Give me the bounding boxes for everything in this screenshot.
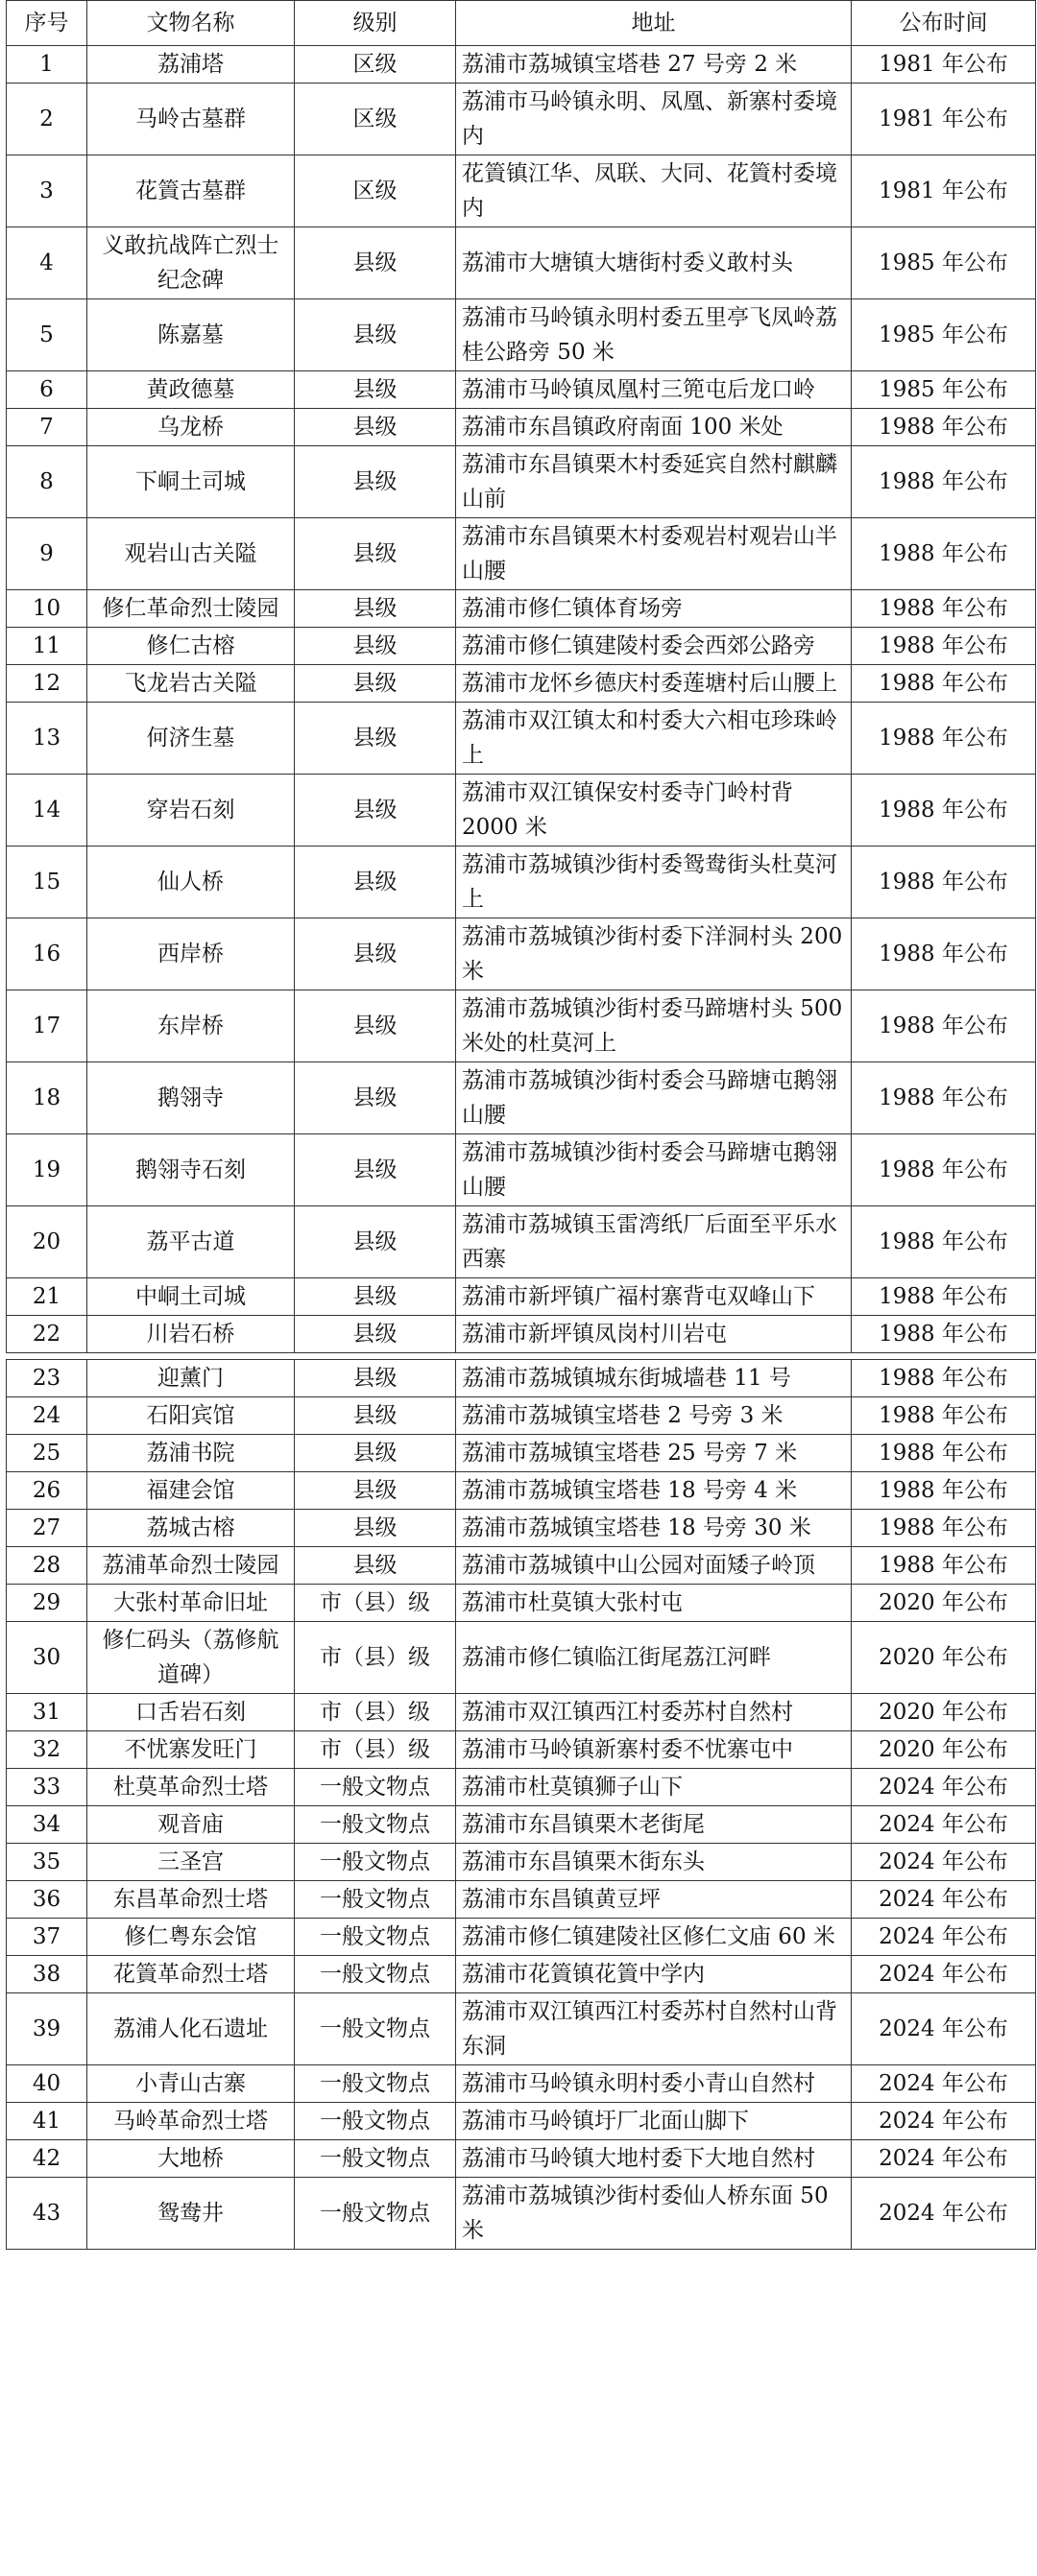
table-row [7, 1472, 1036, 1510]
row-index: 36 [7, 1881, 87, 1919]
row-index: 18 [7, 1062, 87, 1134]
protection-level: 区级 [295, 83, 456, 155]
protection-level: 一般文物点 [295, 1806, 456, 1844]
address: 荔浦市花篢镇花篢中学内 [456, 1956, 852, 1993]
address: 花篢镇江华、凤联、大同、花篢村委境内 [456, 155, 852, 227]
address: 荔浦市马岭镇永明、凤凰、新寨村委境内 [456, 83, 852, 155]
row-index: 30 [7, 1622, 87, 1694]
table-row [7, 628, 1036, 665]
table-row [7, 665, 1036, 703]
protection-level: 县级 [295, 1435, 456, 1472]
table-row [7, 1731, 1036, 1769]
table-row [7, 1622, 1036, 1694]
published-year: 1988 年公布 [852, 1360, 1036, 1397]
protection-level: 区级 [295, 155, 456, 227]
published-year: 1988 年公布 [852, 409, 1036, 446]
address: 荔浦市修仁镇临江街尾荔江河畔 [456, 1622, 852, 1694]
protection-level: 县级 [295, 1472, 456, 1510]
address: 荔浦市荔城镇宝塔巷 18 号旁 30 米 [456, 1510, 852, 1547]
heritage-name: 黄政德墓 [87, 371, 295, 409]
published-year: 2024 年公布 [852, 2065, 1036, 2103]
address: 荔浦市东昌镇栗木村委延宾自然村麒麟山前 [456, 446, 852, 518]
table-row [7, 227, 1036, 299]
protection-level: 县级 [295, 371, 456, 409]
row-index: 8 [7, 446, 87, 518]
table-row [7, 1919, 1036, 1956]
heritage-name: 迎薰门 [87, 1360, 295, 1397]
heritage-name: 鹅翎寺石刻 [87, 1134, 295, 1206]
published-year: 1988 年公布 [852, 1278, 1036, 1316]
heritage-name: 义敢抗战阵亡烈士纪念碑 [87, 227, 295, 299]
row-index: 14 [7, 775, 87, 847]
row-index: 3 [7, 155, 87, 227]
address: 荔浦市荔城镇城东街城墙巷 11 号 [456, 1360, 852, 1397]
published-year: 2020 年公布 [852, 1731, 1036, 1769]
published-year: 1988 年公布 [852, 1472, 1036, 1510]
protection-level: 一般文物点 [295, 1881, 456, 1919]
address: 荔浦市修仁镇体育场旁 [456, 590, 852, 628]
table-row [7, 703, 1036, 775]
protection-level: 县级 [295, 299, 456, 371]
row-index: 17 [7, 990, 87, 1062]
table-row [7, 1694, 1036, 1731]
row-index: 42 [7, 2140, 87, 2178]
protection-level: 县级 [295, 446, 456, 518]
row-index: 35 [7, 1844, 87, 1881]
address: 荔浦市东昌镇栗木街东头 [456, 1844, 852, 1881]
published-year: 2024 年公布 [852, 1769, 1036, 1806]
heritage-name: 荔平古道 [87, 1206, 295, 1278]
published-year: 1988 年公布 [852, 446, 1036, 518]
heritage-name: 大张村革命旧址 [87, 1585, 295, 1622]
heritage-name: 荔浦书院 [87, 1435, 295, 1472]
table-row [7, 1806, 1036, 1844]
heritage-name: 中峒土司城 [87, 1278, 295, 1316]
protection-level: 县级 [295, 703, 456, 775]
table-row [7, 1510, 1036, 1547]
published-year: 2024 年公布 [852, 2103, 1036, 2140]
row-index: 2 [7, 83, 87, 155]
table-row [7, 1769, 1036, 1806]
published-year: 1988 年公布 [852, 1062, 1036, 1134]
address: 荔浦市荔城镇沙街村委马蹄塘村头 500 米处的杜莫河上 [456, 990, 852, 1062]
row-index: 10 [7, 590, 87, 628]
address: 荔浦市龙怀乡德庆村委莲塘村后山腰上 [456, 665, 852, 703]
row-index: 6 [7, 371, 87, 409]
table-row [7, 1278, 1036, 1316]
protection-level: 市（县）级 [295, 1731, 456, 1769]
heritage-name: 小青山古寨 [87, 2065, 295, 2103]
row-index: 26 [7, 1472, 87, 1510]
address: 荔浦市马岭镇大地村委下大地自然村 [456, 2140, 852, 2178]
address: 荔浦市杜莫镇大张村屯 [456, 1585, 852, 1622]
published-year: 1985 年公布 [852, 371, 1036, 409]
heritage-name: 下峒土司城 [87, 446, 295, 518]
row-index: 24 [7, 1397, 87, 1435]
row-index: 32 [7, 1731, 87, 1769]
header-name: 文物名称 [87, 1, 295, 46]
protection-level: 市（县）级 [295, 1585, 456, 1622]
address: 荔浦市荔城镇玉雷湾纸厂后面至平乐水西寨 [456, 1206, 852, 1278]
row-index: 16 [7, 918, 87, 990]
published-year: 1981 年公布 [852, 46, 1036, 83]
protection-level: 县级 [295, 1062, 456, 1134]
protection-level: 县级 [295, 918, 456, 990]
published-year: 1988 年公布 [852, 847, 1036, 918]
heritage-name: 花篢古墓群 [87, 155, 295, 227]
address: 荔浦市荔城镇宝塔巷 18 号旁 4 米 [456, 1472, 852, 1510]
heritage-name: 口舌岩石刻 [87, 1694, 295, 1731]
published-year: 1988 年公布 [852, 1435, 1036, 1472]
table-row [7, 1547, 1036, 1585]
heritage-name: 马岭革命烈士塔 [87, 2103, 295, 2140]
address: 荔浦市马岭镇永明村委五里亭飞凤岭荔桂公路旁 50 米 [456, 299, 852, 371]
table-row [7, 1881, 1036, 1919]
table-row [7, 299, 1036, 371]
published-year: 1988 年公布 [852, 1316, 1036, 1353]
row-index: 31 [7, 1694, 87, 1731]
protection-level: 县级 [295, 590, 456, 628]
heritage-name: 观岩山古关隘 [87, 518, 295, 590]
protection-level: 县级 [295, 518, 456, 590]
table-row [7, 1397, 1036, 1435]
protection-level: 县级 [295, 1206, 456, 1278]
row-index: 41 [7, 2103, 87, 2140]
protection-level: 县级 [295, 775, 456, 847]
published-year: 1985 年公布 [852, 227, 1036, 299]
published-year: 1988 年公布 [852, 1397, 1036, 1435]
heritage-name: 修仁古榕 [87, 628, 295, 665]
published-year: 1988 年公布 [852, 665, 1036, 703]
published-year: 1988 年公布 [852, 518, 1036, 590]
protection-level: 县级 [295, 1397, 456, 1435]
table-body [7, 46, 1036, 2250]
row-index: 13 [7, 703, 87, 775]
heritage-name: 鸳鸯井 [87, 2178, 295, 2250]
address: 荔浦市双江镇西江村委苏村自然村山背东洞 [456, 1993, 852, 2065]
address: 荔浦市马岭镇新寨村委不忧寨屯中 [456, 1731, 852, 1769]
header-address: 地址 [456, 1, 852, 46]
heritage-name: 东昌革命烈士塔 [87, 1881, 295, 1919]
heritage-name: 荔浦人化石遗址 [87, 1993, 295, 2065]
row-index: 22 [7, 1316, 87, 1353]
heritage-name: 飞龙岩古关隘 [87, 665, 295, 703]
published-year: 1985 年公布 [852, 299, 1036, 371]
address: 荔浦市修仁镇建陵村委会西郊公路旁 [456, 628, 852, 665]
published-year: 2024 年公布 [852, 2178, 1036, 2250]
published-year: 2024 年公布 [852, 1919, 1036, 1956]
address: 荔浦市荔城镇宝塔巷 25 号旁 7 米 [456, 1435, 852, 1472]
published-year: 1988 年公布 [852, 1510, 1036, 1547]
published-year: 2024 年公布 [852, 1881, 1036, 1919]
protection-level: 一般文物点 [295, 1956, 456, 1993]
published-year: 2024 年公布 [852, 1806, 1036, 1844]
heritage-name: 修仁粤东会馆 [87, 1919, 295, 1956]
row-index: 1 [7, 46, 87, 83]
heritage-name: 何济生墓 [87, 703, 295, 775]
table-row [7, 990, 1036, 1062]
heritage-name: 马岭古墓群 [87, 83, 295, 155]
published-year: 2024 年公布 [852, 1956, 1036, 1993]
address: 荔浦市荔城镇沙街村委鸳鸯街头杜莫河上 [456, 847, 852, 918]
table-row [7, 2178, 1036, 2250]
heritage-name: 杜莫革命烈士塔 [87, 1769, 295, 1806]
table-row [7, 155, 1036, 227]
address: 荔浦市荔城镇沙街村委会马蹄塘屯鹅翎山腰 [456, 1062, 852, 1134]
published-year: 1988 年公布 [852, 1134, 1036, 1206]
heritage-name: 荔浦塔 [87, 46, 295, 83]
published-year: 1988 年公布 [852, 628, 1036, 665]
protection-level: 县级 [295, 1278, 456, 1316]
address: 荔浦市东昌镇黄豆坪 [456, 1881, 852, 1919]
protection-level: 一般文物点 [295, 2140, 456, 2178]
published-year: 2024 年公布 [852, 2140, 1036, 2178]
published-year: 1988 年公布 [852, 918, 1036, 990]
heritage-table [6, 0, 1036, 2250]
address: 荔浦市大塘镇大塘街村委义敢村头 [456, 227, 852, 299]
protection-level: 县级 [295, 409, 456, 446]
heritage-name: 东岸桥 [87, 990, 295, 1062]
published-year: 1988 年公布 [852, 1547, 1036, 1585]
address: 荔浦市东昌镇栗木老街尾 [456, 1806, 852, 1844]
table-row [7, 590, 1036, 628]
table-row [7, 371, 1036, 409]
row-index: 19 [7, 1134, 87, 1206]
heritage-name: 乌龙桥 [87, 409, 295, 446]
row-index: 12 [7, 665, 87, 703]
table-header-row [7, 1, 1036, 46]
table-row [7, 46, 1036, 83]
published-year: 1988 年公布 [852, 703, 1036, 775]
table-row [7, 83, 1036, 155]
page-break-cell [7, 1353, 1036, 1360]
protection-level: 一般文物点 [295, 1993, 456, 2065]
published-year: 2020 年公布 [852, 1622, 1036, 1694]
row-index: 20 [7, 1206, 87, 1278]
protection-level: 区级 [295, 46, 456, 83]
table-row [7, 1134, 1036, 1206]
row-index: 40 [7, 2065, 87, 2103]
row-index: 4 [7, 227, 87, 299]
row-index: 28 [7, 1547, 87, 1585]
address: 荔浦市荔城镇沙街村委会马蹄塘屯鹅翎山腰 [456, 1134, 852, 1206]
heritage-name: 不忧寨发旺门 [87, 1731, 295, 1769]
address: 荔浦市东昌镇栗木村委观岩村观岩山半山腰 [456, 518, 852, 590]
row-index: 33 [7, 1769, 87, 1806]
header-level: 级别 [295, 1, 456, 46]
protection-level: 县级 [295, 1547, 456, 1585]
row-index: 23 [7, 1360, 87, 1397]
address: 荔浦市马岭镇圩厂北面山脚下 [456, 2103, 852, 2140]
table-row [7, 2065, 1036, 2103]
row-index: 27 [7, 1510, 87, 1547]
protection-level: 一般文物点 [295, 2103, 456, 2140]
page-break-gap [7, 1353, 1036, 1360]
protection-level: 县级 [295, 847, 456, 918]
row-index: 34 [7, 1806, 87, 1844]
heritage-name: 荔城古榕 [87, 1510, 295, 1547]
row-index: 37 [7, 1919, 87, 1956]
heritage-name: 大地桥 [87, 2140, 295, 2178]
protection-level: 一般文物点 [295, 1769, 456, 1806]
header-published: 公布时间 [852, 1, 1036, 46]
row-index: 39 [7, 1993, 87, 2065]
published-year: 1988 年公布 [852, 590, 1036, 628]
heritage-name: 穿岩石刻 [87, 775, 295, 847]
address: 荔浦市东昌镇政府南面 100 米处 [456, 409, 852, 446]
address: 荔浦市双江镇保安村委寺门岭村背 2000 米 [456, 775, 852, 847]
row-index: 43 [7, 2178, 87, 2250]
table-row [7, 518, 1036, 590]
protection-level: 县级 [295, 227, 456, 299]
heritage-name: 花篢革命烈士塔 [87, 1956, 295, 1993]
row-index: 21 [7, 1278, 87, 1316]
heritage-name: 川岩石桥 [87, 1316, 295, 1353]
table-row [7, 918, 1036, 990]
heritage-name: 观音庙 [87, 1806, 295, 1844]
heritage-name: 福建会馆 [87, 1472, 295, 1510]
heritage-name: 石阳宾馆 [87, 1397, 295, 1435]
published-year: 1988 年公布 [852, 1206, 1036, 1278]
address: 荔浦市新坪镇广福村寨背屯双峰山下 [456, 1278, 852, 1316]
protection-level: 一般文物点 [295, 1844, 456, 1881]
table-row [7, 847, 1036, 918]
published-year: 1981 年公布 [852, 155, 1036, 227]
row-index: 15 [7, 847, 87, 918]
heritage-name: 修仁革命烈士陵园 [87, 590, 295, 628]
protection-level: 县级 [295, 990, 456, 1062]
table-row [7, 2103, 1036, 2140]
protection-level: 县级 [295, 628, 456, 665]
published-year: 2020 年公布 [852, 1585, 1036, 1622]
table-row [7, 1585, 1036, 1622]
address: 荔浦市荔城镇宝塔巷 2 号旁 3 米 [456, 1397, 852, 1435]
protection-level: 一般文物点 [295, 2065, 456, 2103]
table-row [7, 1360, 1036, 1397]
address: 荔浦市马岭镇永明村委小青山自然村 [456, 2065, 852, 2103]
table-row [7, 1993, 1036, 2065]
heritage-name: 三圣宫 [87, 1844, 295, 1881]
heritage-name: 荔浦革命烈士陵园 [87, 1547, 295, 1585]
published-year: 2024 年公布 [852, 1993, 1036, 2065]
address: 荔浦市新坪镇凤岗村川岩屯 [456, 1316, 852, 1353]
heritage-name: 修仁码头（荔修航道碑） [87, 1622, 295, 1694]
heritage-name: 仙人桥 [87, 847, 295, 918]
table-row [7, 1316, 1036, 1353]
row-index: 29 [7, 1585, 87, 1622]
row-index: 25 [7, 1435, 87, 1472]
table-row [7, 446, 1036, 518]
protection-level: 市（县）级 [295, 1694, 456, 1731]
table-row [7, 1844, 1036, 1881]
table-row [7, 1062, 1036, 1134]
address: 荔浦市双江镇太和村委大六相屯珍珠岭上 [456, 703, 852, 775]
protection-level: 一般文物点 [295, 1919, 456, 1956]
heritage-name: 鹅翎寺 [87, 1062, 295, 1134]
published-year: 2024 年公布 [852, 1844, 1036, 1881]
row-index: 11 [7, 628, 87, 665]
address: 荔浦市荔城镇沙街村委仙人桥东面 50 米 [456, 2178, 852, 2250]
address: 荔浦市杜莫镇狮子山下 [456, 1769, 852, 1806]
published-year: 1988 年公布 [852, 775, 1036, 847]
protection-level: 市（县）级 [295, 1622, 456, 1694]
row-index: 9 [7, 518, 87, 590]
address: 荔浦市荔城镇中山公园对面矮子岭顶 [456, 1547, 852, 1585]
protection-level: 县级 [295, 665, 456, 703]
heritage-name: 陈嘉墓 [87, 299, 295, 371]
address: 荔浦市双江镇西江村委苏村自然村 [456, 1694, 852, 1731]
table-row [7, 1206, 1036, 1278]
table-row [7, 2140, 1036, 2178]
row-index: 38 [7, 1956, 87, 1993]
address: 荔浦市马岭镇凤凰村三篼屯后龙口岭 [456, 371, 852, 409]
table-row [7, 409, 1036, 446]
protection-level: 县级 [295, 1316, 456, 1353]
heritage-name: 西岸桥 [87, 918, 295, 990]
published-year: 2020 年公布 [852, 1694, 1036, 1731]
header-index: 序号 [7, 1, 87, 46]
row-index: 7 [7, 409, 87, 446]
table-row [7, 1956, 1036, 1993]
published-year: 1981 年公布 [852, 83, 1036, 155]
address: 荔浦市修仁镇建陵社区修仁文庙 60 米 [456, 1919, 852, 1956]
row-index: 5 [7, 299, 87, 371]
table-row [7, 1435, 1036, 1472]
address: 荔浦市荔城镇宝塔巷 27 号旁 2 米 [456, 46, 852, 83]
address: 荔浦市荔城镇沙街村委下洋洞村头 200 米 [456, 918, 852, 990]
table-row [7, 775, 1036, 847]
protection-level: 县级 [295, 1360, 456, 1397]
protection-level: 县级 [295, 1134, 456, 1206]
protection-level: 一般文物点 [295, 2178, 456, 2250]
protection-level: 县级 [295, 1510, 456, 1547]
published-year: 1988 年公布 [852, 990, 1036, 1062]
